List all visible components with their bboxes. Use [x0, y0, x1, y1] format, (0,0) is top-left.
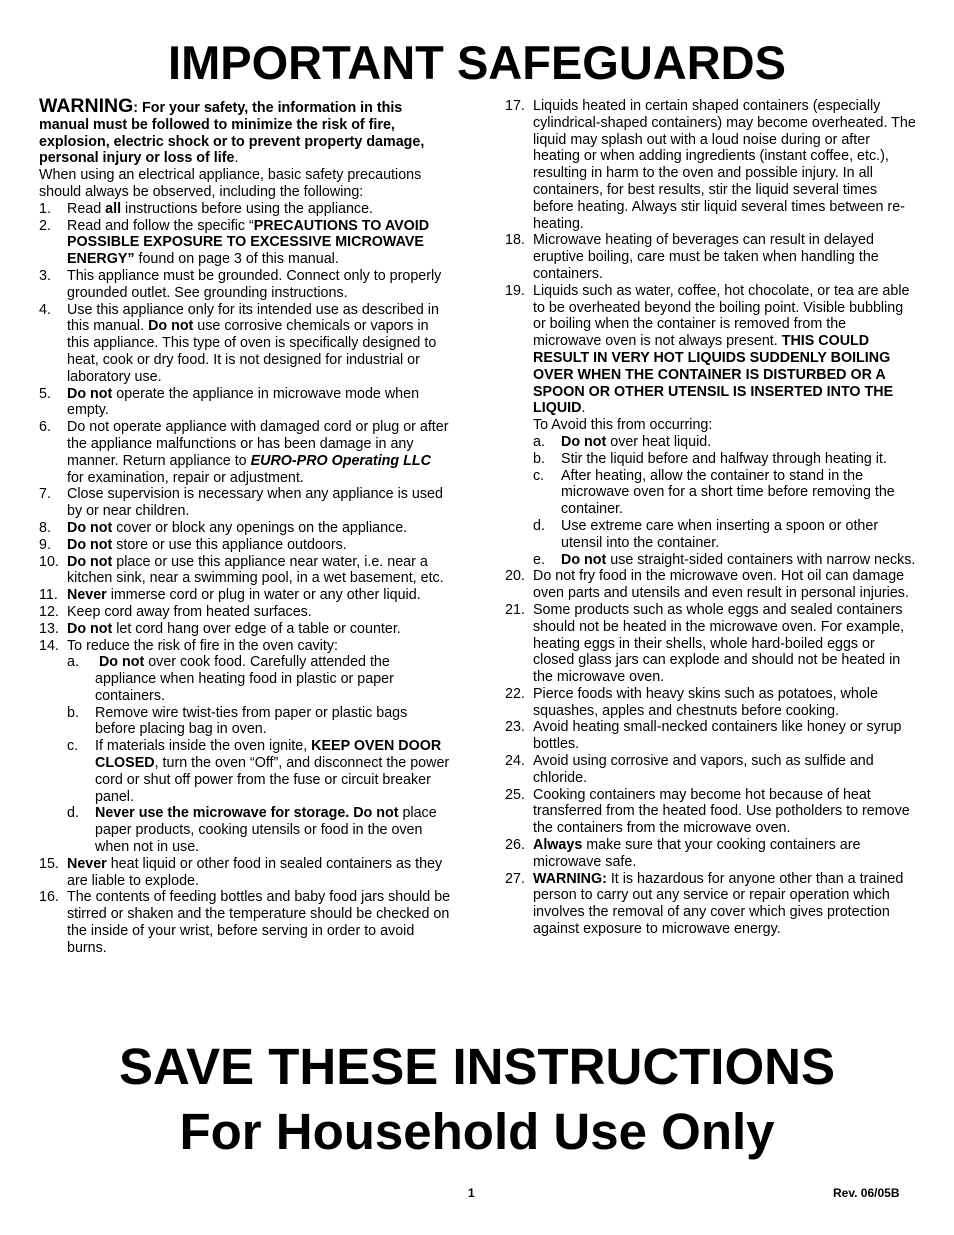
- item-text: Some products such as whole eggs and sealed containers should not be heated in the microwave oven. For example, heating eggs in their shells, whole hard-boiled eggs or closed glass jars can explode and should not be heated in the microwave oven.: [533, 601, 905, 686]
- item-number: 11.: [39, 587, 58, 604]
- item-text: Use this appliance only for its intended use as described in this manual.: [67, 301, 439, 335]
- item-subheading: To Avoid this from occurring:: [533, 417, 713, 434]
- item-text: Stir the liquid before and halfway through heating it.: [561, 450, 887, 467]
- item-text: place or use this appliance near water, i.e. near a kitchen sink, near a swimming pool, in a wet basement, etc.: [67, 553, 444, 587]
- list-item: [505, 232, 917, 282]
- item-text: Close supervision is necessary when any appliance is used by or near children.: [67, 486, 443, 520]
- sub-item: [67, 738, 451, 805]
- item-number: 13.: [39, 620, 59, 637]
- safeguards-list-left: [39, 201, 451, 957]
- item-number: 1.: [39, 200, 51, 217]
- sub-letter: c.: [533, 467, 545, 484]
- item-text: place paper products, cooking utensils or food in the oven when not in use.: [95, 805, 437, 856]
- warning-block: [39, 95, 451, 167]
- list-item: [505, 568, 917, 602]
- item-text: The contents of feeding bottles and baby food jars should be stirred or shaken and the temperature should be checked on the inside of your wrist, before serving in order to avoid burns.: [67, 889, 451, 956]
- item-bold: Never: [67, 855, 107, 872]
- item-text: Read: [67, 200, 106, 217]
- item-text: instructions before using the appliance.: [121, 200, 374, 217]
- sub-letter: d.: [533, 517, 545, 534]
- item-text: .: [581, 400, 586, 417]
- sub-item: [533, 518, 917, 552]
- item-text: Do not fry food in the microwave oven. Hot oil can damage oven parts and utensils and even result in personal injuries.: [533, 568, 909, 602]
- item-bold: PRECAUTIONS TO AVOID POSSIBLE EXPOSURE TO EXCESSIVE MICROWAVE ENERGY”: [67, 217, 430, 268]
- list-item: [505, 602, 917, 686]
- item-text: Read and follow the specific “: [67, 217, 254, 234]
- item-number: 2.: [39, 217, 51, 234]
- sub-item: [67, 705, 451, 739]
- list-item: [39, 638, 451, 856]
- list-item: [39, 302, 451, 386]
- item-text: To reduce the risk of fire in the oven cavity:: [67, 637, 338, 654]
- list-item: [39, 587, 451, 604]
- item-number: 9.: [39, 536, 51, 553]
- item-number: 25.: [505, 786, 525, 803]
- list-item: [505, 871, 917, 938]
- item-text: Liquids heated in certain shaped containers (especially cylindrical-shaped containers) may become overheated. The liquid may splash out with a loud noise during or after heating or when adding ingredients (instant coffee, etc.), resulting in harm to the oven and possible injury. In all containers, for best results, stir the liquid several times before heating. Always stir liquid several times between re-heating.: [533, 98, 916, 232]
- item-number: 3.: [39, 267, 51, 284]
- sublist: [67, 654, 451, 856]
- revision-label: Rev. 06/05B: [833, 1186, 900, 1200]
- item-text: Liquids such as water, coffee, hot chocolate, or tea are able to be overheated beyond the boiling point. Visible bubbling or boiling when the container is removed from the microwave oven is not always present.: [533, 282, 910, 350]
- item-bold: Do not: [148, 318, 194, 335]
- page-title: IMPORTANT SAFEGUARDS: [168, 36, 786, 89]
- item-text: This appliance must be grounded. Connect only to properly grounded outlet. See grounding instructions.: [67, 267, 442, 301]
- item-number: 15.: [39, 855, 59, 872]
- list-item: [39, 537, 451, 554]
- item-number: 14.: [39, 637, 59, 654]
- list-item: [39, 856, 451, 890]
- item-text: Do not operate appliance with damaged cord or plug or after the appliance malfunctions or has been damage in any manner. Return appliance to: [67, 419, 449, 469]
- item-number: 8.: [39, 519, 51, 536]
- item-bold: Never: [67, 587, 107, 604]
- list-item: [505, 787, 917, 837]
- item-text: After heating, allow the container to stand in the microwave oven for a short time before removing the container.: [561, 467, 895, 518]
- item-text: Cooking containers may become hot because of heat transferred from the heated food. Use potholders to remove the containers from the microwave oven.: [533, 786, 910, 837]
- item-bold: KEEP OVEN DOOR CLOSED: [95, 738, 442, 772]
- item-bold: all: [105, 200, 122, 217]
- item-number: 26.: [505, 837, 525, 854]
- item-bold-italic: EURO-PRO Operating LLC: [250, 452, 431, 469]
- item-bold: Do not: [561, 551, 607, 568]
- item-text: Pierce foods with heavy skins such as potatoes, whole squashes, apples and chestnuts before cooking.: [533, 685, 878, 719]
- item-number: 24.: [505, 753, 525, 770]
- warning-bold-text: : For your safety, the information in this manual must be followed to minimize the risk of fire, explosion, electric shock or to prevent property damage, personal injury or loss of life: [39, 100, 425, 167]
- list-item: [39, 419, 451, 486]
- sub-item: [533, 451, 917, 468]
- item-text: , turn the oven “Off”, and disconnect the power cord or shut off power from the fuse or circuit breaker panel.: [95, 755, 450, 805]
- item-number: 10.: [39, 553, 59, 570]
- item-number: 18.: [505, 232, 525, 249]
- item-text: use corrosive chemicals or vapors in this appliance. This type of oven is specifically designed to heat, cook or dry food. It is not designed for industrial or laboratory use.: [67, 318, 437, 385]
- item-bold: Do not: [98, 654, 145, 671]
- item-bold: WARNING:: [533, 870, 607, 887]
- warning-label: WARNING: [39, 95, 134, 117]
- item-text: immerse cord or plug in water or any other liquid.: [106, 587, 421, 604]
- sub-item: [533, 468, 917, 518]
- item-text: heat liquid or other food in sealed containers as they are liable to explode.: [67, 855, 443, 889]
- item-text: over heat liquid.: [606, 433, 712, 450]
- sub-item: [533, 434, 917, 451]
- list-item: [39, 486, 451, 520]
- list-item: [505, 283, 917, 569]
- right-column: [505, 98, 917, 938]
- list-item: [505, 719, 917, 753]
- item-text: store or use this appliance outdoors.: [112, 536, 347, 553]
- item-number: 6.: [39, 419, 51, 436]
- warning-intro: When using an electrical appliance, basic safety precautions should always be observed, including the following:: [39, 167, 422, 200]
- sublist: [533, 434, 917, 568]
- item-number: 5.: [39, 385, 51, 402]
- list-item: [39, 520, 451, 537]
- item-number: 23.: [505, 719, 525, 736]
- list-item: [39, 201, 451, 218]
- sub-item: [533, 552, 917, 569]
- sub-letter: a.: [67, 654, 79, 671]
- list-item: [505, 753, 917, 787]
- item-text: use straight-sided containers with narrow necks.: [606, 551, 916, 568]
- item-text: operate the appliance in microwave mode when empty.: [67, 385, 420, 419]
- sub-item: [67, 654, 451, 704]
- item-number: 22.: [505, 685, 525, 702]
- item-number: 19.: [505, 282, 525, 299]
- item-text: found on page 3 of this manual.: [134, 251, 339, 268]
- sub-letter: e.: [533, 551, 545, 568]
- save-instructions-heading: SAVE THESE INSTRUCTIONS: [119, 1038, 835, 1095]
- item-number: 20.: [505, 568, 525, 585]
- item-bold: Do not: [561, 433, 607, 450]
- item-number: 16.: [39, 889, 59, 906]
- item-text: over cook food. Carefully attended the appliance when heating food in plastic or paper containers.: [95, 654, 394, 704]
- left-column: [39, 95, 451, 957]
- item-text: for examination, repair or adjustment.: [67, 469, 304, 486]
- list-item: [39, 554, 451, 588]
- item-text: Keep cord away from heated surfaces.: [67, 603, 312, 620]
- item-bold: Do not: [67, 553, 113, 570]
- list-item: [39, 621, 451, 638]
- item-text: Use extreme care when inserting a spoon or other utensil into the container.: [561, 517, 879, 551]
- sub-letter: d.: [67, 805, 79, 822]
- sub-letter: a.: [533, 433, 545, 450]
- list-item: [505, 686, 917, 720]
- list-item: [505, 837, 917, 871]
- item-bold: Do not: [67, 620, 113, 637]
- item-number: 4.: [39, 301, 51, 318]
- sub-item: [67, 805, 451, 855]
- item-text: Remove wire twist-ties from paper or plastic bags before placing bag in oven.: [95, 704, 408, 738]
- household-use-heading: For Household Use Only: [179, 1103, 775, 1160]
- list-item: [39, 218, 451, 268]
- item-text: cover or block any openings on the appliance.: [112, 519, 408, 536]
- sub-letter: b.: [67, 704, 79, 721]
- item-text: make sure that your cooking containers are microwave safe.: [533, 837, 861, 870]
- sub-letter: b.: [533, 450, 545, 467]
- item-number: 7.: [39, 486, 51, 503]
- item-text: It is hazardous for anyone other than a trained person to carry out any service or repair operation which involves the removal of any cover which gives protection against exposure to microwave energy.: [533, 870, 904, 938]
- item-number: 27.: [505, 870, 525, 887]
- item-text: let cord hang over edge of a table or counter.: [112, 620, 401, 637]
- item-number: 12.: [39, 603, 59, 620]
- item-bold: THIS COULD RESULT IN VERY HOT LIQUIDS SUDDENLY BOILING OVER WHEN THE CONTAINER IS DISTURBED OR A SPOON OR OTHER UTENSIL IS INSERTED INTO THE LIQUID: [533, 333, 894, 417]
- item-bold: Never use the microwave for storage. Do not: [95, 805, 399, 822]
- item-text: If materials inside the oven ignite,: [95, 738, 312, 755]
- item-bold: Do not: [67, 536, 113, 553]
- page-number: 1: [468, 1186, 475, 1200]
- warning-bold-end: .: [234, 150, 239, 167]
- list-item: [39, 604, 451, 621]
- item-bold: Always: [533, 837, 583, 854]
- item-number: 17.: [505, 98, 525, 114]
- list-item: [39, 386, 451, 420]
- item-text: Avoid heating small-necked containers like honey or syrup bottles.: [533, 719, 902, 753]
- item-text: Avoid using corrosive and vapors, such as sulfide and chloride.: [533, 753, 874, 786]
- safeguards-list-right: [505, 98, 917, 938]
- sub-letter: c.: [67, 738, 79, 755]
- list-item: [39, 889, 451, 956]
- list-item: [505, 98, 917, 232]
- item-number: 21.: [505, 601, 525, 618]
- list-item: [39, 268, 451, 302]
- item-bold: Do not: [67, 519, 113, 536]
- item-text: Microwave heating of beverages can result in delayed eruptive boiling, care must be taken when handling the containers.: [533, 232, 879, 282]
- item-bold: Do not: [67, 385, 113, 402]
